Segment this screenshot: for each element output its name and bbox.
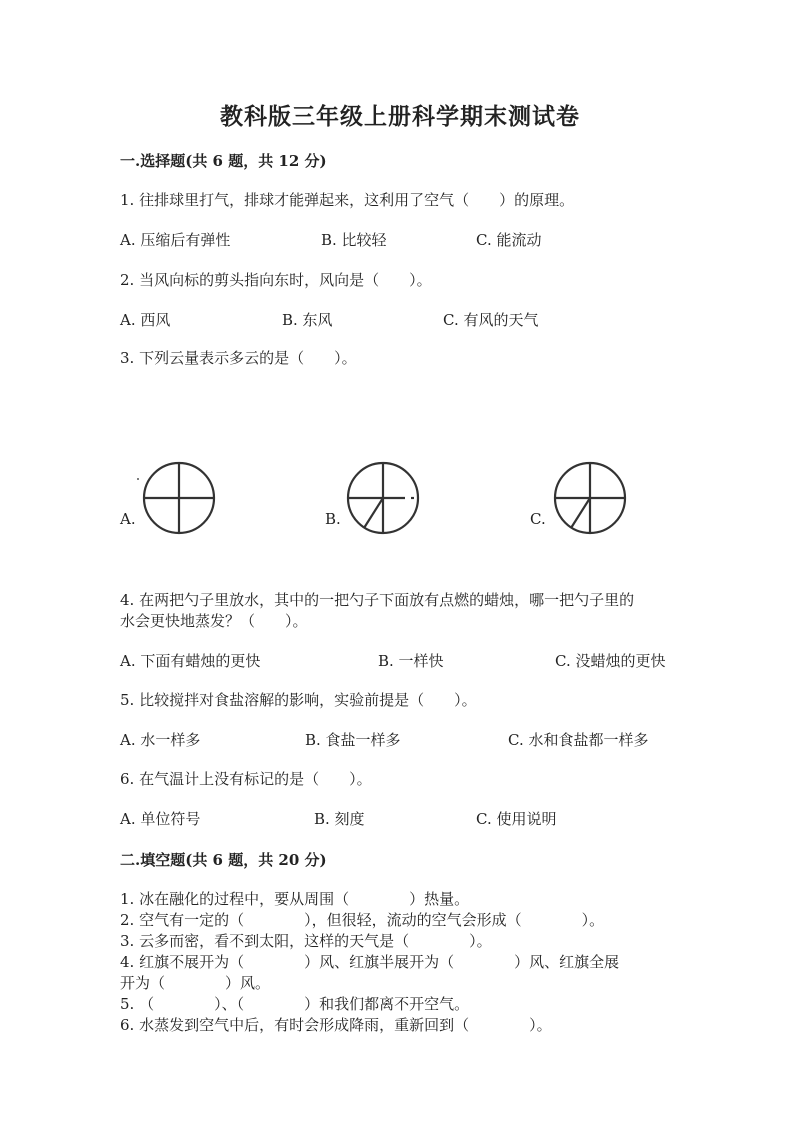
q4-option-a: A. 下面有蜡烛的更快 (120, 652, 261, 670)
q4-option-c: C. 没蜡烛的更快 (555, 652, 666, 670)
fill-line-4: 4. 红旗不展开为（ ）风、红旗半展开为（ ）风、红旗全展 (120, 953, 620, 971)
fill-line-6: 6. 水蒸发到空气中后，有时会形成降雨，重新回到（ ）。 (120, 1016, 552, 1034)
q2-option-b: B. 东风 (282, 311, 333, 329)
fill-line-3: 3. 云多而密，看不到太阳，这样的天气是（ ）。 (120, 932, 492, 950)
q6-option-c: C. 使用说明 (476, 810, 557, 828)
question-3: 3. 下列云量表示多云的是（ ）。 (120, 349, 357, 367)
question-5: 5. 比较搅拌对食盐溶解的影响，实验前提是（ ）。 (120, 691, 477, 709)
fill-line-5: 5. （ ）、（ ）和我们都离不开空气。 (120, 995, 470, 1013)
fill-line-4-continued: 开为（ ）风。 (120, 974, 271, 992)
page-title: 教科版三年级上册科学期末测试卷 (220, 103, 580, 130)
question-4-line-2: 水会更快地蒸发？（ ）。 (120, 612, 308, 630)
q3-option-a: A. (120, 510, 136, 528)
fill-line-2: 2. 空气有一定的（ ），但很轻，流动的空气会形成（ ）。 (120, 911, 605, 929)
question-6: 6. 在气温计上没有标记的是（ ）。 (120, 770, 372, 788)
q3-option-c: C. (530, 510, 546, 528)
q4-option-b: B. 一样快 (378, 652, 444, 670)
fill-line-1: 1. 冰在融化的过程中，要从周围（ ）热量。 (120, 890, 470, 908)
q5-option-c: C. 水和食盐都一样多 (508, 731, 649, 749)
q1-option-a: A. 压缩后有弹性 (120, 231, 231, 249)
q6-option-b: B. 刻度 (314, 810, 365, 828)
cloud-cover-circle-a (136, 460, 220, 540)
q1-option-c: C. 能流动 (476, 231, 542, 249)
cloud-cover-circle-b (343, 460, 427, 540)
question-1: 1. 往排球里打气，排球才能弹起来，这利用了空气（ ）的原理。 (120, 191, 575, 209)
q3-option-b: B. (325, 510, 341, 528)
q5-option-a: A. 水一样多 (120, 731, 201, 749)
section-heading-choice: 一.选择题(共 6 题，共 12 分) (120, 152, 327, 170)
q5-option-b: B. 食盐一样多 (305, 731, 401, 749)
section-heading-fill-in: 二.填空题(共 6 题，共 20 分) (120, 851, 327, 869)
q1-option-b: B. 比较轻 (321, 231, 387, 249)
q6-option-a: A. 单位符号 (120, 810, 201, 828)
question-2: 2. 当风向标的剪头指向东时，风向是（ ）。 (120, 271, 432, 289)
cloud-cover-circle-c (550, 460, 634, 540)
q2-option-a: A. 西风 (120, 311, 171, 329)
question-4-line-1: 4. 在两把勺子里放水，其中的一把勺子下面放有点燃的蜡烛，哪一把勺子里的 (120, 591, 635, 609)
q2-option-c: C. 有风的天气 (443, 311, 539, 329)
